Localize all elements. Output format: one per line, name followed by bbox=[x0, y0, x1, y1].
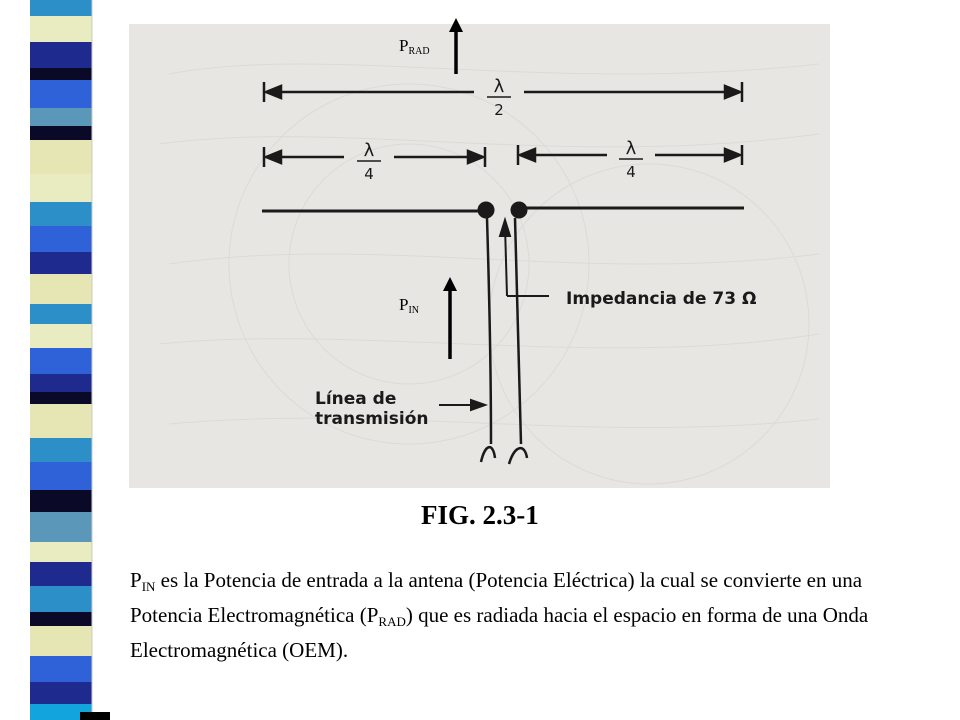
lambda-quarter-right-denominator: 4 bbox=[626, 163, 636, 181]
lambda-quarter-left-denominator: 4 bbox=[364, 165, 374, 183]
stripe-block bbox=[30, 304, 92, 324]
lambda-quarter-left-numerator: λ bbox=[363, 140, 375, 161]
dipole-right-terminal bbox=[512, 203, 526, 217]
stripe-block bbox=[30, 542, 92, 562]
figure-caption: FIG. 2.3-1 bbox=[421, 500, 539, 530]
p-in-label: $P_{IN}$ bbox=[399, 295, 420, 316]
stripe-block bbox=[30, 0, 92, 16]
stripe-white-gutter bbox=[0, 0, 30, 720]
desc-p-in-main: P bbox=[130, 568, 142, 592]
stripe-block bbox=[30, 490, 92, 512]
stripe-block bbox=[30, 80, 92, 108]
p-in-arrow bbox=[442, 275, 458, 360]
desc-p-rad-sub: RAD bbox=[378, 614, 406, 629]
lambda-half-denominator: 2 bbox=[494, 101, 504, 119]
stripe-block bbox=[30, 656, 92, 682]
stripe-block bbox=[30, 626, 92, 656]
desc-p-in-sub: IN bbox=[141, 579, 156, 594]
antenna-figure bbox=[129, 24, 830, 488]
stripe-block bbox=[30, 324, 92, 348]
stripe-block bbox=[30, 68, 92, 80]
p-rad-label: $P_{RAD}$ bbox=[399, 36, 430, 57]
p-rad-arrow bbox=[448, 16, 464, 76]
stripe-block bbox=[30, 126, 92, 140]
stripe-foot bbox=[80, 712, 110, 720]
stripe-block bbox=[30, 612, 92, 626]
lambda-half-numerator: λ bbox=[493, 76, 505, 97]
stripe-block bbox=[30, 108, 92, 126]
stripe-block bbox=[30, 42, 92, 68]
stripe-right-gutter bbox=[96, 0, 110, 720]
desc-text-2: ) que es radiada hacia el espacio en forma de una Onda Electromagnética (OEM). bbox=[130, 603, 869, 662]
stripe-block bbox=[30, 140, 92, 174]
stripe-block bbox=[30, 374, 92, 392]
transmission-line-label-1: Línea de bbox=[315, 389, 397, 409]
stripe-block bbox=[30, 562, 92, 586]
stripe-block bbox=[30, 512, 92, 542]
stripe-block bbox=[30, 226, 92, 252]
impedance-label: Impedancia de 73 Ω bbox=[566, 289, 757, 309]
desc-text-1: es la Potencia de entrada a la antena (Potencia Eléctrica) la cual se convierte en una Potencia Electromagnética (P bbox=[130, 568, 863, 627]
stripe-block bbox=[30, 16, 92, 42]
stripe-block bbox=[30, 586, 92, 612]
stripe-block bbox=[30, 682, 92, 704]
stripe-block bbox=[30, 252, 92, 274]
stripe-block bbox=[30, 462, 92, 490]
decorative-stripe-bar bbox=[0, 0, 110, 720]
stripe-block bbox=[30, 438, 92, 462]
lambda-quarter-right-numerator: λ bbox=[625, 138, 637, 159]
stripe-blocks bbox=[30, 0, 92, 720]
stripe-block bbox=[30, 348, 92, 374]
description-paragraph bbox=[130, 566, 920, 665]
stripe-block bbox=[30, 202, 92, 226]
transmission-line-label-2: transmisión bbox=[315, 409, 429, 429]
stripe-block bbox=[30, 392, 92, 404]
stripe-block bbox=[30, 174, 92, 202]
stripe-block bbox=[30, 274, 92, 304]
stripe-block bbox=[30, 404, 92, 438]
dipole-left-terminal bbox=[479, 203, 493, 217]
